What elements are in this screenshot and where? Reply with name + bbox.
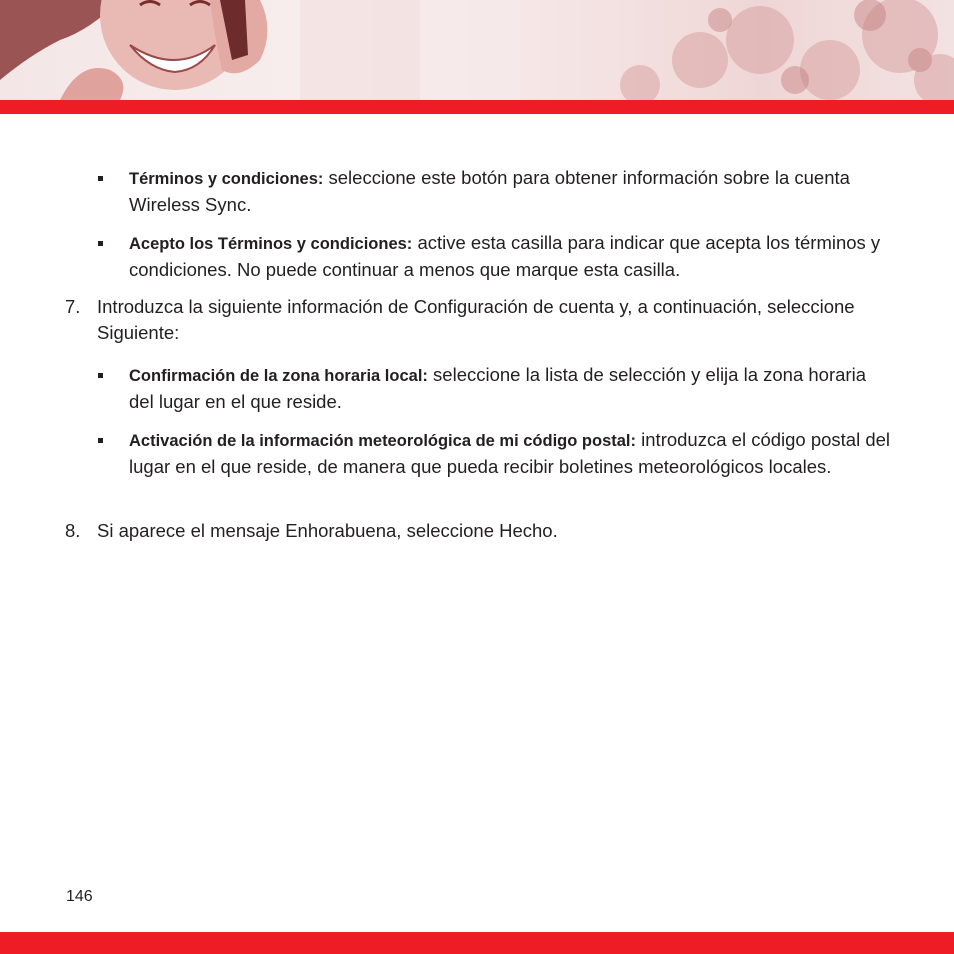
step-text: Si aparece el mensaje Enhorabuena, seleccione Hecho.: [97, 520, 558, 541]
header-photo: [0, 0, 954, 100]
bullet-timezone: [129, 362, 894, 415]
bullet-term: Términos y condiciones:: [129, 170, 324, 188]
bullet-text: introduzca el código postal del lugar en el que reside, de manera que pueda recibir boletines meteorológicos locales.: [129, 429, 891, 477]
header-red-bar: [0, 100, 954, 114]
bullet-square-icon: [98, 373, 103, 378]
step-7: [65, 294, 894, 346]
bullet-accept-terms: [129, 230, 894, 283]
bullet-text: active esta casilla para indicar que acepta los términos y condiciones. No puede continuar a menos que marque esta casilla.: [129, 232, 881, 280]
bullet-terms: [129, 165, 894, 218]
bullet-weather: [129, 427, 894, 480]
step-number: 8.: [65, 520, 81, 541]
bullet-term: Activación de la información meteorológica de mi código postal:: [129, 432, 637, 450]
bullet-term: Acepto los Términos y condiciones:: [129, 235, 413, 253]
bullet-square-icon: [98, 438, 103, 443]
bullet-square-icon: [98, 176, 103, 181]
step-number: 7.: [65, 296, 81, 317]
bullet-text: seleccione la lista de selección y elija la zona horaria del lugar en el que reside.: [129, 364, 866, 412]
bullet-square-icon: [98, 241, 103, 246]
page-number: 146: [66, 888, 93, 905]
footer-red-bar: [0, 932, 954, 954]
step-text: Introduzca la siguiente información de Configuración de cuenta y, a continuación, seleccione Siguiente:: [97, 296, 855, 343]
bullet-term: Confirmación de la zona horaria local:: [129, 367, 428, 385]
header-photo-illustration: [0, 0, 954, 100]
step-8: [65, 518, 894, 544]
bullet-text: seleccione este botón para obtener información sobre la cuenta Wireless Sync.: [129, 167, 850, 215]
